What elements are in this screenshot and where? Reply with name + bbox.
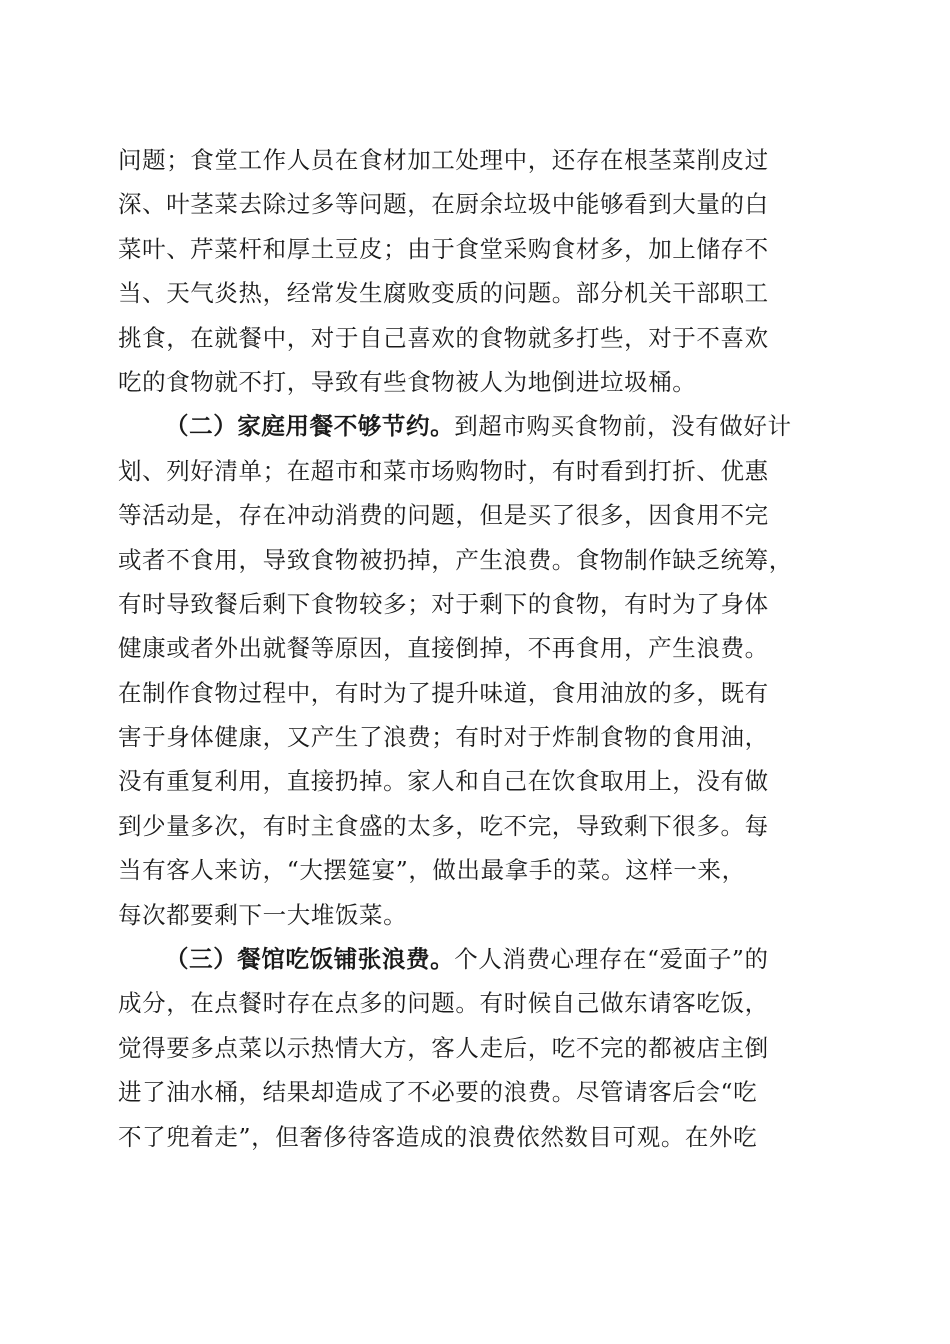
- text-line: 或者不食用，导致食物被扔掉，产生浪费。食物制作缺乏统筹，: [118, 545, 793, 574]
- text-line: 到少量多次，有时主食盛的太多，吃不完，导致剩下很多。每: [118, 811, 769, 840]
- section-heading-line: [118, 404, 830, 448]
- section-text: 到超市购买食物前，没有做好计: [454, 412, 792, 441]
- text-line: 进了油水桶，结果却造成了不必要的浪费。尽管请客后会“吃: [118, 1078, 758, 1107]
- text-line: 健康或者外出就餐等原因，直接倒掉，不再食用，产生浪费。: [118, 634, 769, 663]
- text-line: 问题；食堂工作人员在食材加工处理中，还存在根茎菜削皮过: [118, 146, 769, 174]
- text-line: 当有客人来访，“大摆筵宴”，做出最拿手的菜。这样一来，: [118, 856, 746, 885]
- text-line: 等活动是，存在冲动消费的问题，但是买了很多，因食用不完: [118, 501, 769, 530]
- text-line: 有时导致餐后剩下食物较多；对于剩下的食物，有时为了身体: [118, 589, 769, 618]
- text-line: 深、叶茎菜去除过多等问题，在厨余垃圾中能够看到大量的白: [118, 190, 769, 219]
- text-line: 划、列好清单；在超市和菜市场购物时，有时看到打折、优惠: [118, 456, 769, 485]
- document-page: [118, 138, 830, 1159]
- section-heading-line: [118, 937, 830, 981]
- text-line: 当、天气炎热，经常发生腐败变质的问题。部分机关干部职工: [118, 279, 769, 308]
- section-heading: （二）家庭用餐不够节约。: [165, 412, 455, 441]
- text-line: 吃的食物就不打，导致有些食物被人为地倒进垃圾桶。: [118, 367, 697, 396]
- text-line: 没有重复利用，直接扔掉。家人和自己在饮食取用上，没有做: [118, 767, 769, 796]
- text-line: 觉得要多点菜以示热情大方，客人走后，吃不完的都被店主倒: [118, 1033, 769, 1062]
- text-line: 菜叶、芹菜杆和厚土豆皮；由于食堂采购食材多，加上储存不: [118, 234, 769, 263]
- section-text: 个人消费心理存在“爱面子”的: [454, 945, 769, 974]
- section-heading: （三）餐馆吃饭铺张浪费。: [165, 945, 455, 974]
- text-line: 不了兜着走”，但奢侈待客造成的浪费依然数目可观。在外吃: [118, 1122, 758, 1151]
- text-line: 害于身体健康，又产生了浪费；有时对于炸制食物的食用油，: [118, 723, 769, 752]
- text-line: 挑食，在就餐中，对于自己喜欢的食物就多打些，对于不喜欢: [118, 323, 769, 352]
- text-line: 成分，在点餐时存在点多的问题。有时候自己做东请客吃饭，: [118, 989, 769, 1018]
- text-line: 在制作食物过程中，有时为了提升味道，食用油放的多，既有: [118, 678, 769, 707]
- text-line: 每次都要剩下一大堆饭菜。: [118, 900, 408, 929]
